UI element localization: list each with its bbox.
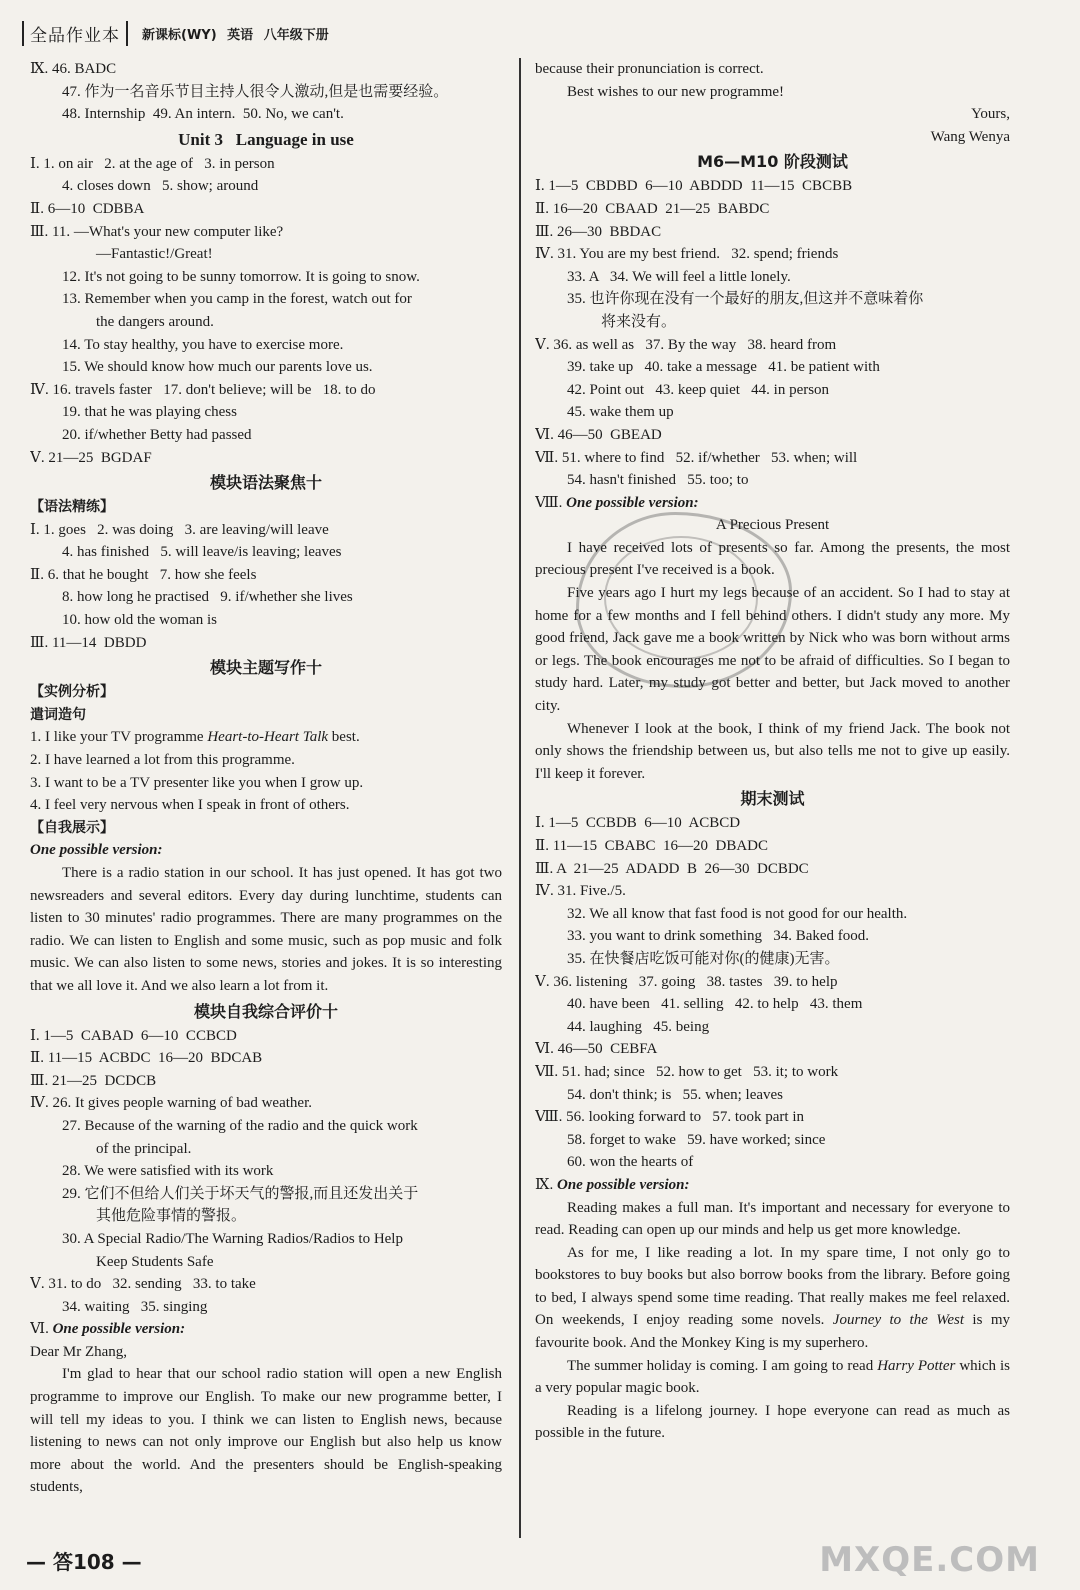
answer-line: Ⅳ. 31. Five./5. bbox=[535, 883, 626, 900]
answer-line: Ⅳ. 26. It gives people warning of bad weather. bbox=[30, 1095, 312, 1112]
answer-line: Ⅲ. 21—25 DCDCB bbox=[30, 1072, 157, 1089]
answer-line: 14. To stay healthy, you have to exercise more. bbox=[62, 336, 344, 353]
answer-line: the dangers around. bbox=[96, 313, 214, 330]
answer-line: Ⅶ. 51. where to find 52. if/whether 53. when; will bbox=[535, 449, 858, 466]
answer-line: 19. that he was playing chess bbox=[62, 404, 237, 421]
essay-text: As for me, I like reading a lot. In my spare time, I not only go to bookstores to buy books but also borrow books from the library. Before going to bed, I always spend some time reading. That really makes me feel relaxed. On weekends, I enjoy reading some novels. bbox=[535, 1244, 1010, 1329]
answer-line: Ⅰ. 1. on air 2. at the age of 3. in person bbox=[30, 155, 275, 172]
section-heading-writing: 模块主题写作十 bbox=[209, 658, 322, 678]
answer-line: 13. Remember when you camp in the forest, watch out for bbox=[62, 291, 412, 308]
answer-line: 47. 作为一名音乐节目主持人很令人激动,但是也需要经验。 bbox=[62, 83, 449, 100]
book-title: Journey to the West bbox=[832, 1312, 965, 1329]
answer-line: Ⅲ. 11. —What's your new computer like? bbox=[30, 223, 284, 240]
answer-line: 40. have been 41. selling 42. to help 43. them bbox=[567, 996, 863, 1013]
letter-paragraph: I'm glad to hear that our school radio station will open a new English programme to improve our English. To make our new programme better, I will tell my ideas to you. I think we can listen to English news, because listening to news can not only improve our English but also help us know more about the world. And the presenters should be English-speaking students, bbox=[30, 1366, 502, 1496]
essay-paragraph: I have received lots of presents so far. Among the presents, the most precious present I've received is a book. bbox=[535, 539, 1010, 579]
answer-line: Ⅳ. 16. travels faster 17. don't believe; will be 18. to do bbox=[30, 381, 376, 398]
sentence-line: 2. I have learned a lot from this programme. bbox=[30, 752, 295, 769]
essay-title: A Precious Present bbox=[715, 517, 830, 534]
sentence-text: 1. I like your TV programme bbox=[30, 729, 208, 746]
section-heading-unit3: Unit 3 Language in use bbox=[178, 129, 354, 149]
version-line bbox=[30, 1318, 502, 1341]
answer-line: Ⅲ. A 21—25 ADADD B 26—30 DCBDC bbox=[535, 860, 809, 877]
essay-paragraph: There is a radio station in our school. It has just opened. It has got two newsreaders and several editors. Every day during lunchtime, students can listen to 30 minutes' radio programmes. There are many programmes on the radio. We can listen to English and some music, such as pop music and folk music. We can also listen to some news, stories and jokes. It is so interesting that we all love it. And we also learn a lot from it. bbox=[30, 865, 502, 994]
section-heading-final-test: 期末测试 bbox=[740, 789, 805, 809]
version-line bbox=[535, 492, 1010, 515]
answer-line: 15. We should know how much our parents love us. bbox=[62, 359, 373, 376]
essay-text: is my favourite book. And the Monkey King is my superhero. bbox=[535, 1312, 1010, 1352]
answer-line: Ⅴ. 31. to do 32. sending 33. to take bbox=[30, 1276, 256, 1293]
essay-paragraph bbox=[535, 1242, 1010, 1355]
answer-line: 30. A Special Radio/The Warning Radios/Radios to Help bbox=[62, 1230, 403, 1247]
version-label: One possible version: bbox=[52, 1321, 186, 1338]
question-number: Ⅷ. bbox=[535, 494, 567, 511]
sentence-line: 3. I want to be a TV presenter like you when I grow up. bbox=[30, 774, 364, 791]
answer-line: Ⅱ. 16—20 CBAAD 21—25 BABDC bbox=[535, 200, 770, 217]
answer-line: 35. 也许你现在没有一个最好的朋友,但这并不意味着你 bbox=[567, 291, 924, 308]
section-tag: 【自我展示】 bbox=[30, 819, 114, 836]
answer-line: Ⅴ. 21—25 BGDAF bbox=[30, 449, 152, 466]
answer-line: 54. don't think; is 55. when; leaves bbox=[567, 1086, 784, 1103]
answer-line: Ⅱ. 6. that he bought 7. how she feels bbox=[30, 566, 257, 583]
page-number: — 答108 — bbox=[26, 1550, 142, 1574]
answer-line: 29. 它们不但给人们关于坏天气的警报,而且还发出关于 bbox=[62, 1185, 419, 1202]
answer-line: 45. wake them up bbox=[567, 404, 674, 421]
answer-line: 10. how old the woman is bbox=[62, 612, 217, 629]
book-brand: 全品作业本 bbox=[22, 21, 128, 46]
answer-line: 20. if/whether Betty had passed bbox=[62, 426, 252, 443]
seal-stamp-inner bbox=[604, 536, 758, 660]
question-number: Ⅸ. bbox=[535, 1176, 557, 1193]
answer-line: Ⅵ. 46—50 CEBFA bbox=[535, 1041, 658, 1058]
answer-line: Ⅸ. 46. BADC bbox=[30, 61, 117, 77]
version-label: One possible version: bbox=[566, 494, 699, 511]
answer-line: Ⅴ. 36. as well as 37. By the way 38. heard from bbox=[535, 336, 837, 353]
answer-line: 44. laughing 45. being bbox=[567, 1018, 710, 1035]
left-column bbox=[30, 58, 502, 1499]
sentence-line bbox=[30, 726, 502, 749]
answer-line: 27. Because of the warning of the radio and the quick work bbox=[62, 1117, 418, 1134]
answer-line: 12. It's not going to be sunny tomorrow. It is going to snow. bbox=[62, 268, 420, 285]
answer-line: Ⅱ. 6—10 CDBBA bbox=[30, 200, 145, 217]
answer-line: 48. Internship 49. An intern. 50. No, we can't. bbox=[62, 106, 344, 123]
essay-paragraph: Five years ago I hurt my legs because of an accident. So I had to stay at home for a few months and I fell behind others. I didn't study any more. My good friend, Jack gave me a book written by Nick who was born without arms or legs. The book encourages me not to be afraid of difficulties. So I began to study hard. Later, my study got better and better, but Jack moved to another city. bbox=[535, 585, 1010, 715]
answer-line: Ⅴ. 36. listening 37. going 38. tastes 39. to help bbox=[535, 973, 838, 990]
letter-salutation: Dear Mr Zhang, bbox=[30, 1343, 128, 1360]
answer-line: Keep Students Safe bbox=[96, 1253, 214, 1270]
essay-paragraph: Whenever I look at the book, I think of my friend Jack. The book not only shows the friendship between us, but also tells me not to give up easily. I'll keep it forever. bbox=[535, 720, 1010, 782]
column-divider bbox=[519, 58, 521, 1538]
answer-line: 其他危险事情的警报。 bbox=[96, 1208, 247, 1225]
answer-line: 33. you want to drink something 34. Baked food. bbox=[567, 928, 870, 945]
section-tag: 【语法精练】 bbox=[30, 499, 114, 516]
section-heading-review: 模块自我综合评价十 bbox=[193, 1001, 338, 1021]
answer-line: Ⅳ. 31. You are my best friend. 32. spend; friends bbox=[535, 246, 839, 263]
section-tag: 【实例分析】 bbox=[30, 684, 114, 701]
section-heading-stage-test: M6—M10 阶段测试 bbox=[697, 152, 848, 172]
subsection-label: 遣词造句 bbox=[30, 706, 86, 723]
answer-line: 60. won the hearts of bbox=[567, 1154, 694, 1171]
letter-signature: Wang Wenya bbox=[930, 128, 1010, 145]
sentence-text: best. bbox=[328, 729, 360, 746]
answer-line: 32. We all know that fast food is not good for our health. bbox=[567, 905, 908, 922]
answer-line: 8. how long he practised 9. if/whether she lives bbox=[62, 589, 353, 606]
essay-text: The summer holiday is coming. I am going to read bbox=[567, 1357, 878, 1374]
answer-line: 34. waiting 35. singing bbox=[62, 1298, 208, 1315]
essay-paragraph: Reading makes a full man. It's important and necessary for everyone to read. Reading can open up our minds and help us get more knowledge. bbox=[535, 1199, 1010, 1239]
answer-line: 42. Point out 43. keep quiet 44. in person bbox=[567, 381, 830, 398]
answer-line: 58. forget to wake 59. have worked; since bbox=[567, 1131, 826, 1148]
page-header bbox=[22, 18, 1058, 48]
sentence-line: 4. I feel very nervous when I speak in front of others. bbox=[30, 797, 350, 814]
book-meta: 新课标(WY) 英语 八年级下册 bbox=[142, 27, 329, 43]
letter-line: Best wishes to our new programme! bbox=[567, 83, 785, 100]
answer-line: Ⅲ. 11—14 DBDD bbox=[30, 634, 147, 651]
version-label: One possible version: bbox=[30, 842, 163, 859]
right-column bbox=[535, 58, 1010, 1445]
section-heading-grammar: 模块语法聚焦十 bbox=[209, 473, 322, 493]
question-number: Ⅵ. bbox=[30, 1321, 53, 1338]
answer-line: Ⅶ. 51. had; since 52. how to get 53. it; to work bbox=[535, 1063, 839, 1080]
book-title: Harry Potter bbox=[877, 1357, 956, 1374]
answer-line: —Fantastic!/Great! bbox=[96, 246, 213, 263]
letter-line: because their pronunciation is correct. bbox=[535, 61, 764, 77]
essay-paragraph: Reading is a lifelong journey. I hope everyone can read as much as possible in the future. bbox=[535, 1402, 1010, 1442]
answer-line: of the principal. bbox=[96, 1140, 192, 1157]
answer-line: Ⅵ. 46—50 GBEAD bbox=[535, 426, 662, 443]
answer-line: 39. take up 40. take a message 41. be patient with bbox=[567, 359, 880, 376]
answer-line: Ⅲ. 26—30 BBDAC bbox=[535, 223, 662, 240]
answer-line: Ⅰ. 1—5 CBDBD 6—10 ABDDD 11—15 CBCBB bbox=[535, 178, 853, 195]
answer-line: 35. 在快餐店吃饭可能对你(的健康)无害。 bbox=[567, 950, 840, 967]
answer-line: 4. has finished 5. will leave/is leaving; leaves bbox=[62, 544, 342, 561]
answer-line: Ⅰ. 1—5 CCBDB 6—10 ACBCD bbox=[535, 815, 741, 832]
answer-line: Ⅷ. 56. looking forward to 57. took part in bbox=[535, 1109, 805, 1126]
letter-closing: Yours, bbox=[971, 106, 1010, 123]
essay-text: which is a very popular magic book. bbox=[535, 1357, 1010, 1397]
programme-title: Heart-to-Heart Talk bbox=[207, 729, 329, 746]
answer-line: 4. closes down 5. show; around bbox=[62, 178, 259, 195]
answer-line: 28. We were satisfied with its work bbox=[62, 1163, 274, 1180]
answer-line: 将来没有。 bbox=[601, 313, 677, 330]
essay-paragraph bbox=[535, 1355, 1010, 1400]
answer-line: Ⅰ. 1—5 CABAD 6—10 CCBCD bbox=[30, 1027, 237, 1044]
version-label: One possible version: bbox=[556, 1176, 690, 1193]
answer-line: 54. hasn't finished 55. too; to bbox=[567, 472, 749, 489]
version-line bbox=[535, 1174, 1010, 1197]
answer-line: Ⅰ. 1. goes 2. was doing 3. are leaving/will leave bbox=[30, 521, 329, 538]
answer-line: Ⅱ. 11—15 ACBDC 16—20 BDCAB bbox=[30, 1050, 263, 1067]
site-watermark: MXQE.COM bbox=[819, 1540, 1040, 1580]
answer-line: Ⅱ. 11—15 CBABC 16—20 DBADC bbox=[535, 838, 768, 854]
answer-line: 33. A 34. We will feel a little lonely. bbox=[567, 268, 791, 285]
